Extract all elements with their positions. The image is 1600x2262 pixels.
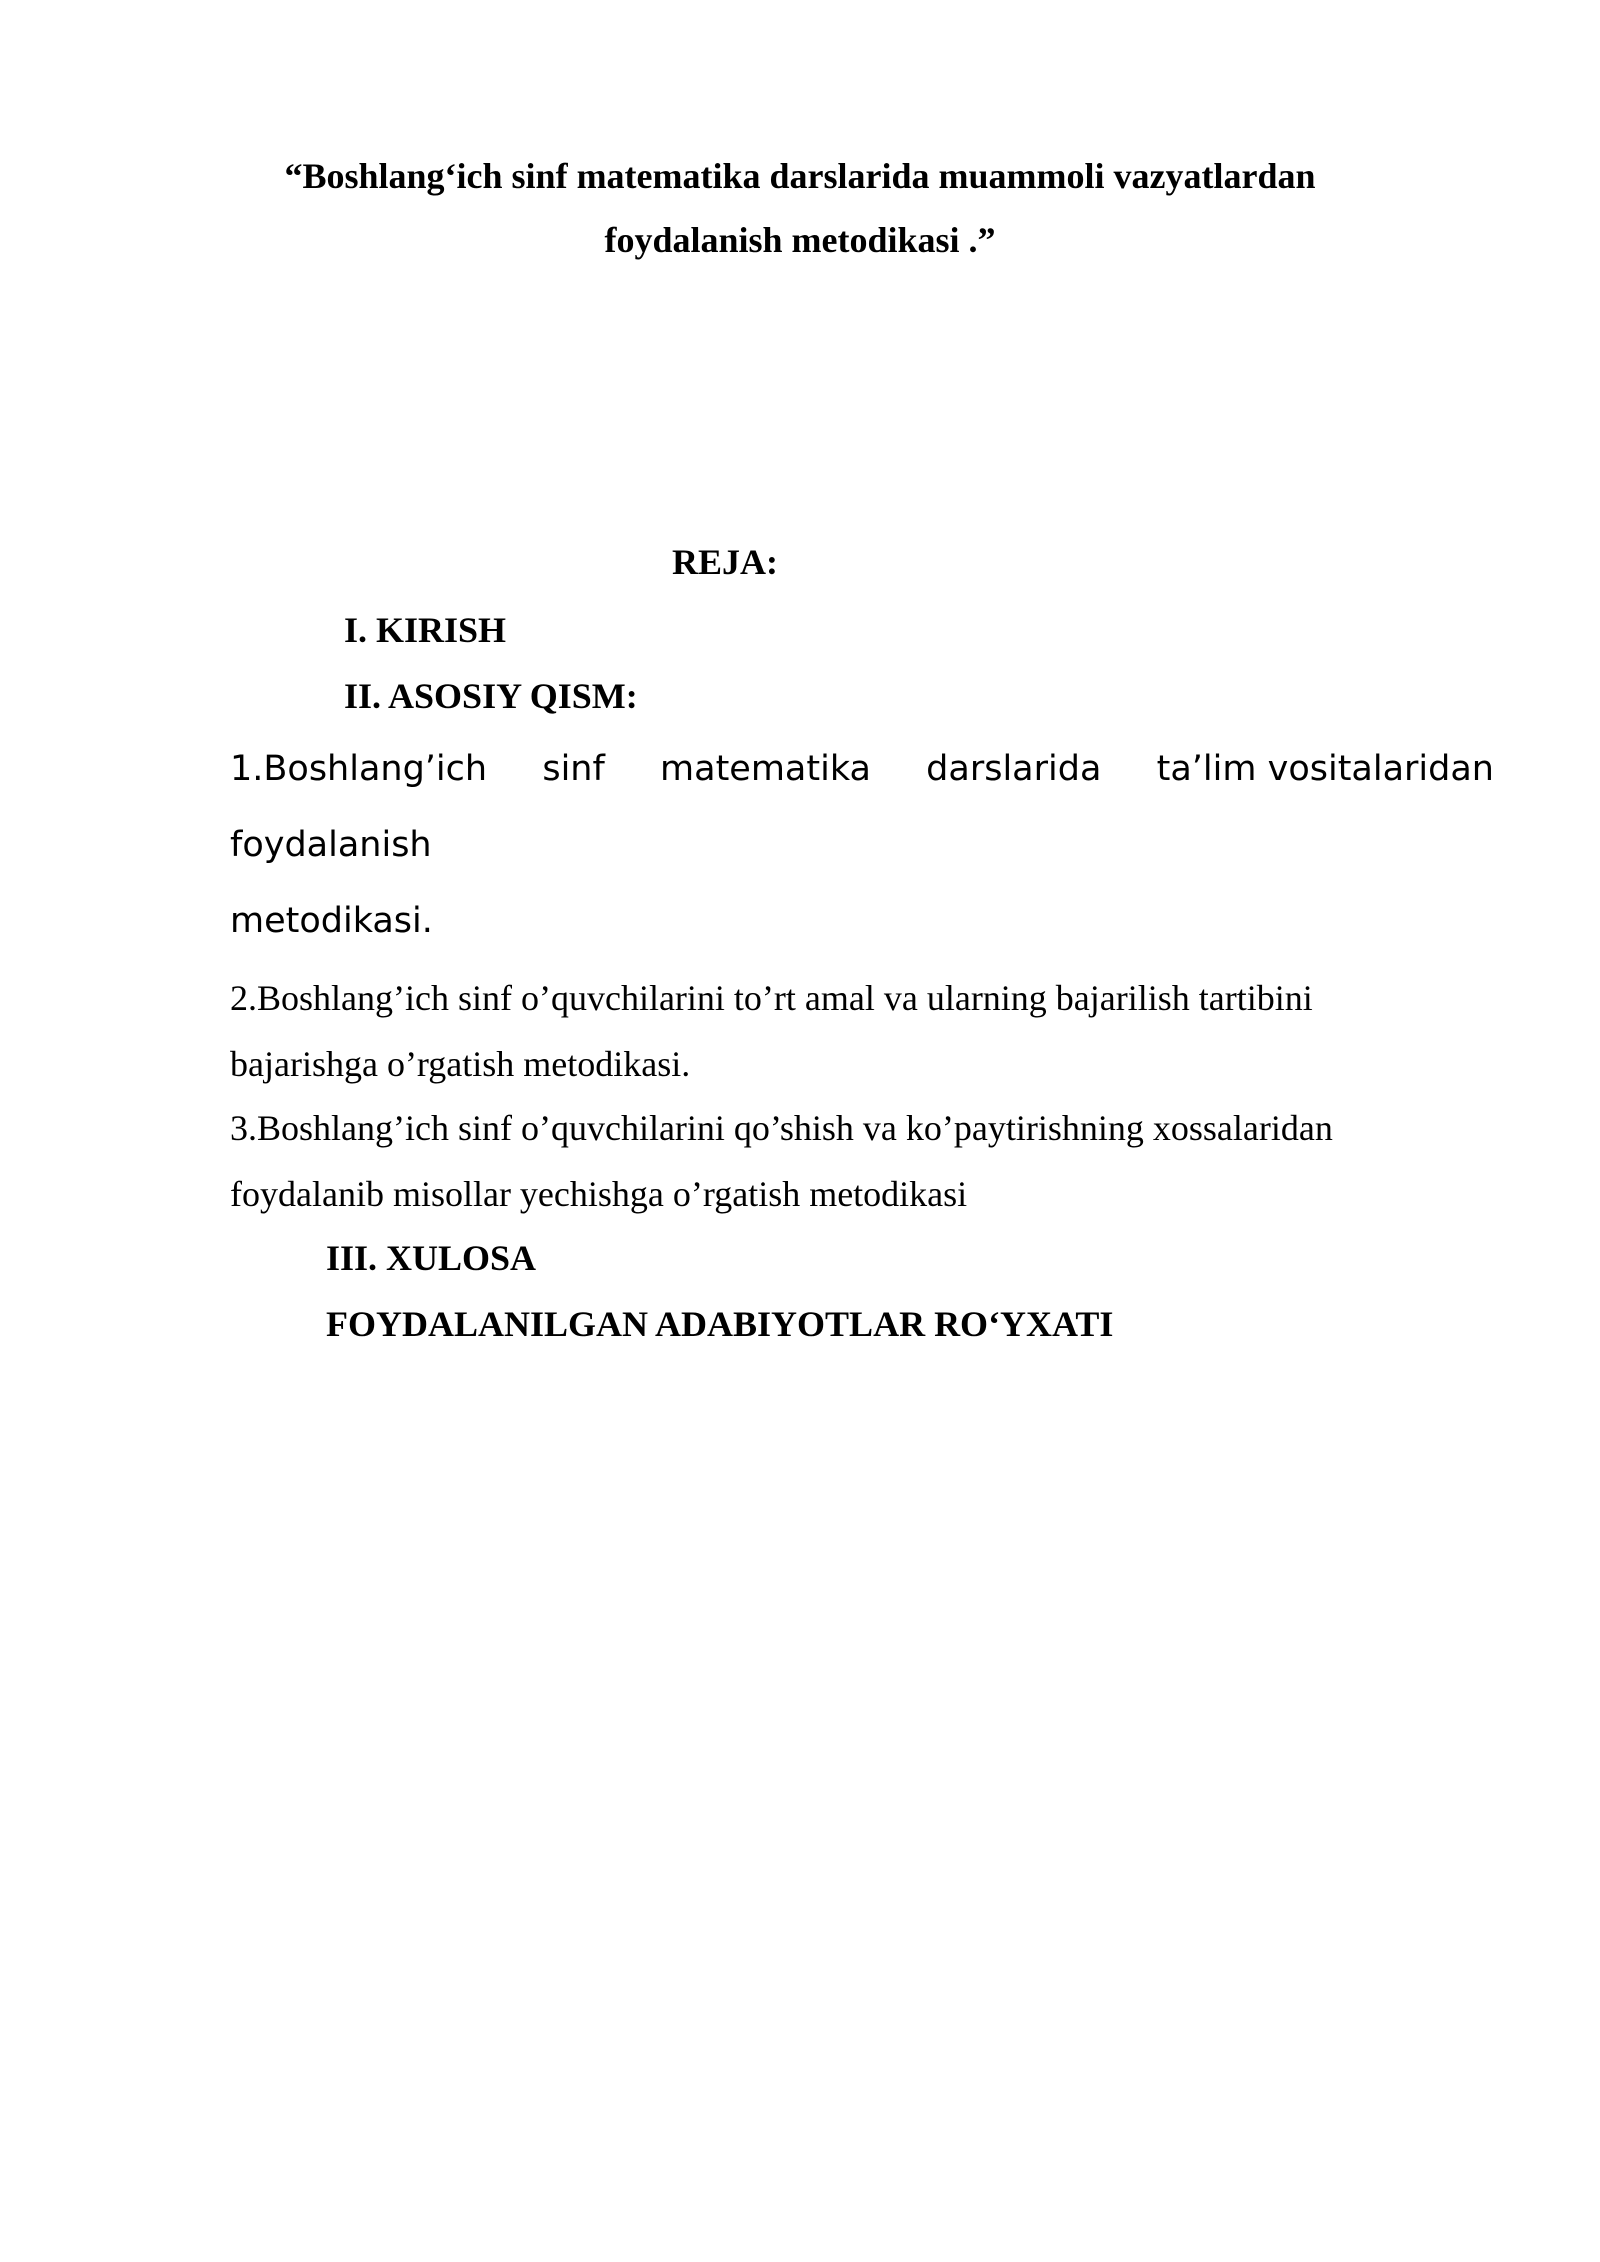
- section-conclusion: III. XULOSA: [326, 1238, 537, 1278]
- plan-item-1-word: 1.Boshlang’ich: [230, 749, 488, 789]
- plan-item-1-word: sinf: [542, 749, 605, 789]
- plan-item-1-line3: metodikasi.: [230, 901, 433, 941]
- section-intro: I. KIRISH: [344, 610, 507, 650]
- plan-item-1-line1: [230, 744, 1494, 794]
- document-title-line2: foydalanish metodikasi .”: [604, 220, 996, 260]
- plan-item-1-line2: foydalanish: [230, 825, 432, 865]
- plan-heading: REJA:: [672, 542, 778, 582]
- plan-item-2-line1: 2.Boshlang’ich sinf o’quvchilarini to’rt amal va ularning bajarilish tartibini: [230, 978, 1313, 1018]
- plan-item-2-line2: bajarishga o’rgatish metodikasi.: [230, 1044, 691, 1084]
- document-title-line1: “Boshlang‘ich sinf matematika darslarida muammoli vazyatlardan: [284, 156, 1316, 196]
- plan-item-1-word: darslarida: [926, 749, 1102, 789]
- plan-item-1-word: ta’lim vositalaridan: [1156, 749, 1494, 789]
- references-heading: FOYDALANILGAN ADABIYOTLAR RO‘YXATI: [326, 1304, 1114, 1344]
- plan-item-3-line2: foydalanib misollar yechishga o’rgatish metodikasi: [230, 1174, 968, 1214]
- plan-item-1-word: matematika: [660, 749, 871, 789]
- section-main: II. ASOSIY QISM:: [344, 676, 638, 716]
- plan-item-3-line1: 3.Boshlang’ich sinf o’quvchilarini qo’shish va ko’paytirishning xossalaridan: [230, 1108, 1333, 1148]
